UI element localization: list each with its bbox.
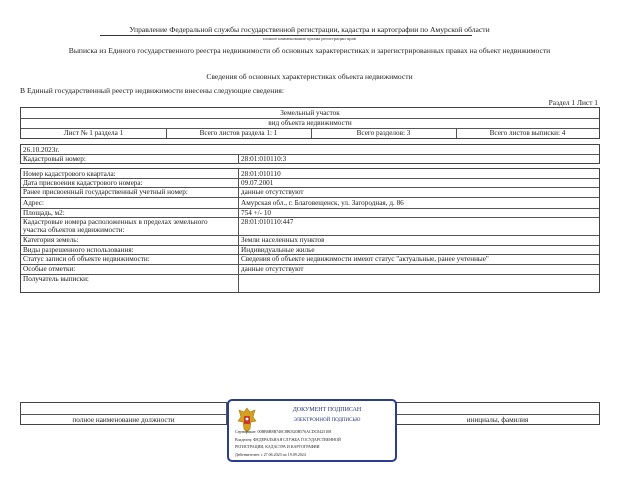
row-value: 28:01:010110:447 xyxy=(241,218,294,226)
stamp-title: ДОКУМЕНТ ПОДПИСАН xyxy=(292,407,362,413)
row-value: 754 +/- 10 xyxy=(241,209,272,217)
row-value: Земли населенных пунктов xyxy=(241,236,325,244)
divider xyxy=(21,208,599,209)
sheet-reference: Раздел 1 Лист 1 xyxy=(548,98,598,107)
row-label: Получатель выписки: xyxy=(23,275,89,283)
section-title: Сведения об основных характеристиках объекта недвижимости xyxy=(206,72,413,81)
row-value: Сведения об объекте недвижимости имеют статус "актуальные, ранее учтенные" xyxy=(241,255,489,263)
row-value: 28:01:010110 xyxy=(241,170,281,178)
sheets-in-section: Всего листов раздела 1: 1 xyxy=(199,129,278,137)
sheet-number: Лист № 1 раздела 1 xyxy=(63,129,124,137)
row-label: Кадастровые номера расположенных в пределах земельного xyxy=(23,218,208,226)
sheets-total: Всего листов выписки: 4 xyxy=(489,129,566,137)
stamp-validity: Действителен: с 27.06.2023 по 19.09.2024 xyxy=(235,452,306,457)
divider xyxy=(21,154,599,155)
divider xyxy=(238,154,239,163)
row-value: данные отсутствуют xyxy=(241,188,304,196)
object-type: Земельный участок xyxy=(280,109,340,117)
position-caption: полное наименование должности xyxy=(72,416,175,424)
row-label: Ранее присвоенный государственный учетный номер: xyxy=(23,188,188,196)
row-value: Индивидуальные жилье xyxy=(241,246,315,254)
date-cadastral-table xyxy=(20,144,600,164)
cadastral-number-label: Кадастровый номер: xyxy=(23,155,86,163)
stamp-subtitle: ЭЛЕКТРОННОЙ ПОДПИСЬЮ xyxy=(293,418,361,423)
row-label: Дата присвоения кадастрового номера: xyxy=(23,179,143,187)
row-value: 09.07.2001 xyxy=(241,179,274,187)
row-label-continued: участка объектов недвижимости: xyxy=(23,226,125,234)
row-label: Особые отметки: xyxy=(23,265,76,273)
row-label: Категория земель: xyxy=(23,236,79,244)
row-value: данные отсутствуют xyxy=(241,265,304,273)
cadastral-number-value: 28:01:010110:3 xyxy=(241,155,287,163)
object-type-caption: вид объекта недвижимости xyxy=(268,119,352,127)
row-label: Номер кадастрового квартала: xyxy=(23,170,116,178)
row-label: Статус записи об объекте недвижимости: xyxy=(23,255,150,263)
extract-date: 26.10.2023г. xyxy=(23,146,60,154)
row-label: Виды разрешенного использования: xyxy=(23,246,134,254)
document-title: Выписка из Единого государственного реестра недвижимости об основных характеристиках и зарегистрированных правах на объект недвижимости xyxy=(68,46,551,55)
stamp-owner-continued: РЕГИСТРАЦИИ, КАДАСТРА И КАРТОГРАФИИ xyxy=(235,444,320,449)
organization-caption: полное наименование органа регистрации прав xyxy=(263,36,356,41)
divider xyxy=(21,264,599,265)
stamp-certificate: Сертификат: 00BB6B8B740C8B0320B576ACDC8425108 xyxy=(235,429,332,434)
row-label: Площадь, м2: xyxy=(23,209,65,217)
sections-total: Всего разделов: 3 xyxy=(356,129,411,137)
stamp-owner: Владелец: ФЕДЕРАЛЬНАЯ СЛУЖБА ГОСУДАРСТВЕННОЙ xyxy=(235,437,341,442)
divider xyxy=(21,197,599,198)
row-value: Амурская обл., г. Благовещенск, ул. Загородная, д. 86 xyxy=(241,199,404,207)
electronic-signature-stamp xyxy=(227,399,397,462)
divider xyxy=(21,274,599,275)
organization-name: Управление Федеральной службы государственной регистрации, кадастра и картографии по Амурской области xyxy=(129,25,490,34)
intro-text: В Единый государственный реестр недвижимости внесены следующие сведения: xyxy=(20,86,284,95)
row-label: Адрес: xyxy=(23,199,44,207)
object-header-table xyxy=(20,107,600,139)
characteristics-table xyxy=(20,168,600,293)
name-caption: инициалы, фамилия xyxy=(466,416,529,424)
